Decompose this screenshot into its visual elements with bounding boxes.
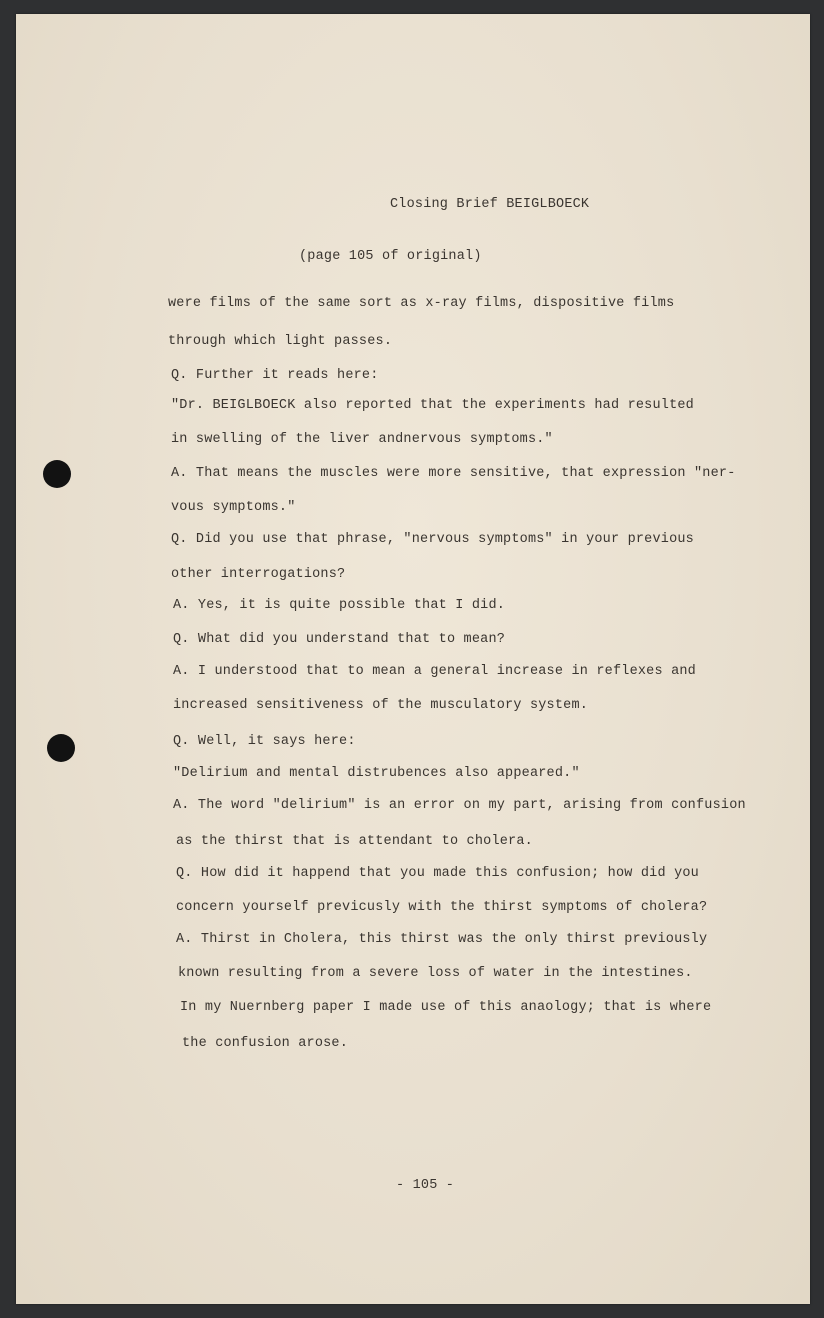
text-line: "Dr. BEIGLBOECK also reported that the experiments had resulted (171, 398, 694, 413)
text-line: A. I understood that to mean a general increase in reflexes and (173, 664, 696, 679)
text-line: were films of the same sort as x-ray films, dispositive films (168, 296, 675, 311)
text-line: A. That means the muscles were more sensitive, that expression "ner- (171, 466, 736, 481)
document-page (16, 14, 810, 1304)
text-line: increased sensitiveness of the musculatory system. (173, 698, 589, 713)
text-line: Q. Further it reads here: (171, 368, 379, 383)
text-line: vous symptoms." (171, 500, 296, 515)
text-line: A. Thirst in Cholera, this thirst was the only thirst previously (176, 932, 708, 947)
punch-hole (47, 734, 75, 762)
text-line: known resulting from a severe loss of water in the intestines. (178, 966, 693, 981)
text-line: Q. How did it happend that you made this confusion; how did you (176, 866, 699, 881)
punch-hole (43, 460, 71, 488)
text-line: A. Yes, it is quite possible that I did. (173, 598, 506, 613)
text-line: Q. Did you use that phrase, "nervous symptoms" in your previous (171, 532, 694, 547)
text-line: Q. Well, it says here: (173, 734, 356, 749)
text-line: in swelling of the liver andnervous symptoms." (171, 432, 553, 447)
page-number: - 105 - (396, 1178, 455, 1193)
text-line: through which light passes. (168, 334, 393, 349)
text-line: concern yourself previcusly with the thirst symptoms of cholera? (176, 900, 708, 915)
text-line: "Delirium and mental distrubences also appeared." (173, 766, 580, 781)
text-line: In my Nuernberg paper I made use of this anaology; that is where (180, 1000, 712, 1015)
document-heading: Closing Brief BEIGLBOECK (390, 197, 590, 212)
document-subheading: (page 105 of original) (299, 249, 482, 264)
text-line: other interrogations? (171, 567, 346, 582)
text-line: the confusion arose. (182, 1036, 349, 1051)
text-line: Q. What did you understand that to mean? (173, 632, 506, 647)
text-line: as the thirst that is attendant to cholera. (176, 834, 533, 849)
text-line: A. The word "delirium" is an error on my part, arising from confusion (173, 798, 746, 813)
